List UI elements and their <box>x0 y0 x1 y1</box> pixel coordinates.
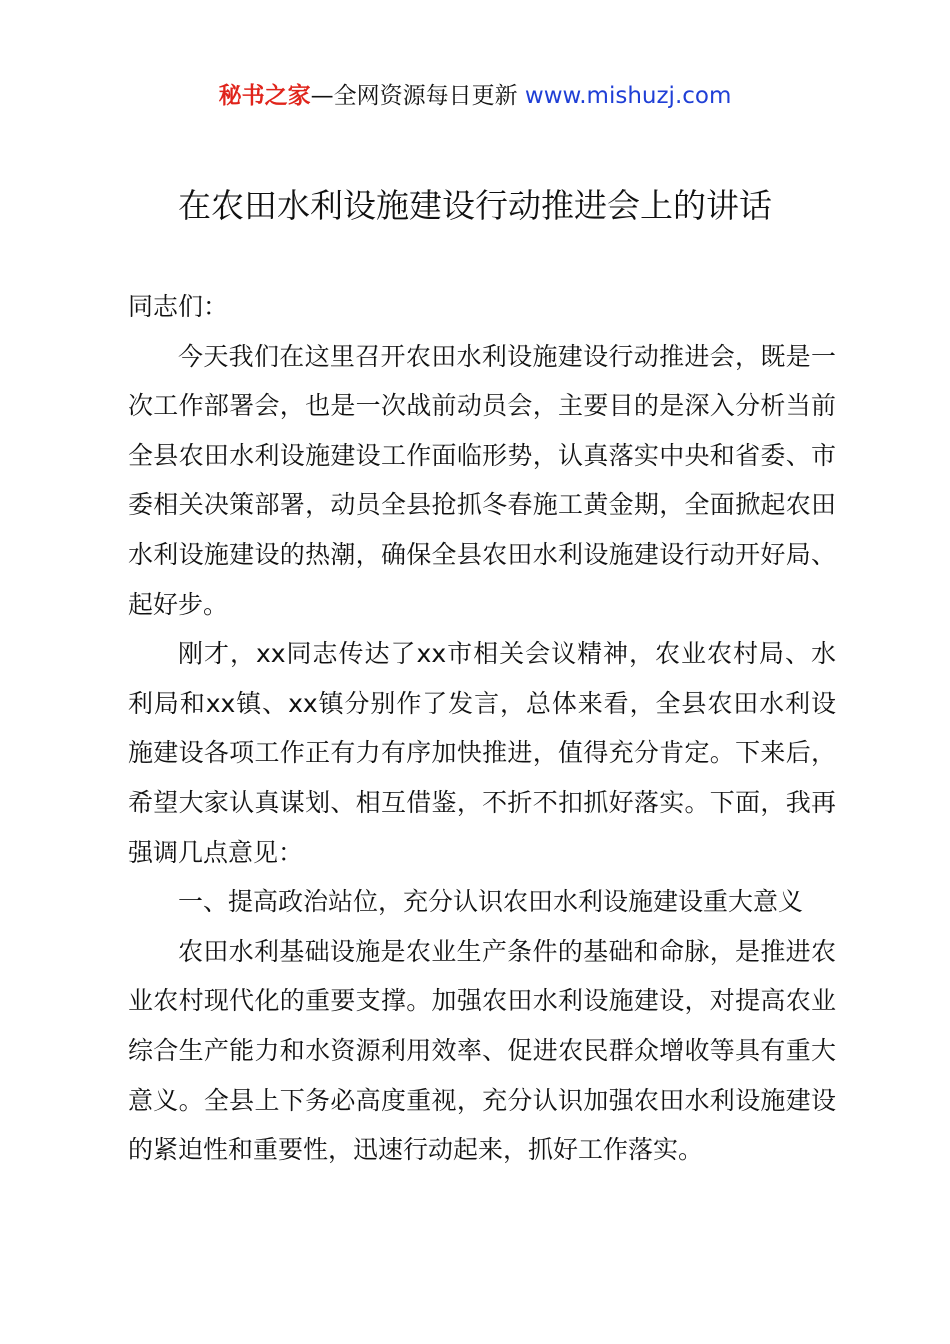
section-paragraph: 农田水利基础设施是农业生产条件的基础和命脉，是推进农业农村现代化的重要支撑。加强农田水利设施建设，对提高农业综合生产能力和水资源利用效率、促进农民群众增收等具有重大意义。全县上下务必高度重视，充分认识加强农田水利设施建设的紧迫性和重要性，迅速行动起来，抓好工作落实。 <box>128 936 836 1165</box>
site-header <box>0 80 950 112</box>
document-title: 在农田水利设施建设行动推进会上的讲话 <box>178 186 772 225</box>
body-paragraph: 刚才，xx同志传达了xx市相关会议精神，农业农村局、水利局和xx镇、xx镇分别作了发言，总体来看，全县农田水利设施建设各项工作正有力有序加快推进，值得充分肯定。下来后，希望大家认真谋划、相互借鉴，不折不扣抓好落实。下面，我再强调几点意见： <box>128 639 836 867</box>
document-body <box>128 282 836 1175</box>
header-slogan: 全网资源每日更新 <box>333 83 518 109</box>
brand-name: 秘书之家 <box>218 83 311 109</box>
section-heading: 一、提高政治站位，充分认识农田水利设施建设重大意义 <box>178 887 804 917</box>
salutation: 同志们： <box>128 292 229 321</box>
body-paragraph: 今天我们在这里召开农田水利设施建设行动推进会，既是一次工作部署会，也是一次战前动员会，主要目的是深入分析当前全县农田水利设施建设工作面临形势，认真落实中央和省委、市委相关决策部署，动员全县抢抓冬春施工黄金期，全面掀起农田水利设施建设的热潮，确保全县农田水利设施建设行动开好局、起好步。 <box>128 341 836 619</box>
site-url-link[interactable]: www.mishuzj.com <box>524 83 732 109</box>
header-dash: — <box>310 83 334 109</box>
